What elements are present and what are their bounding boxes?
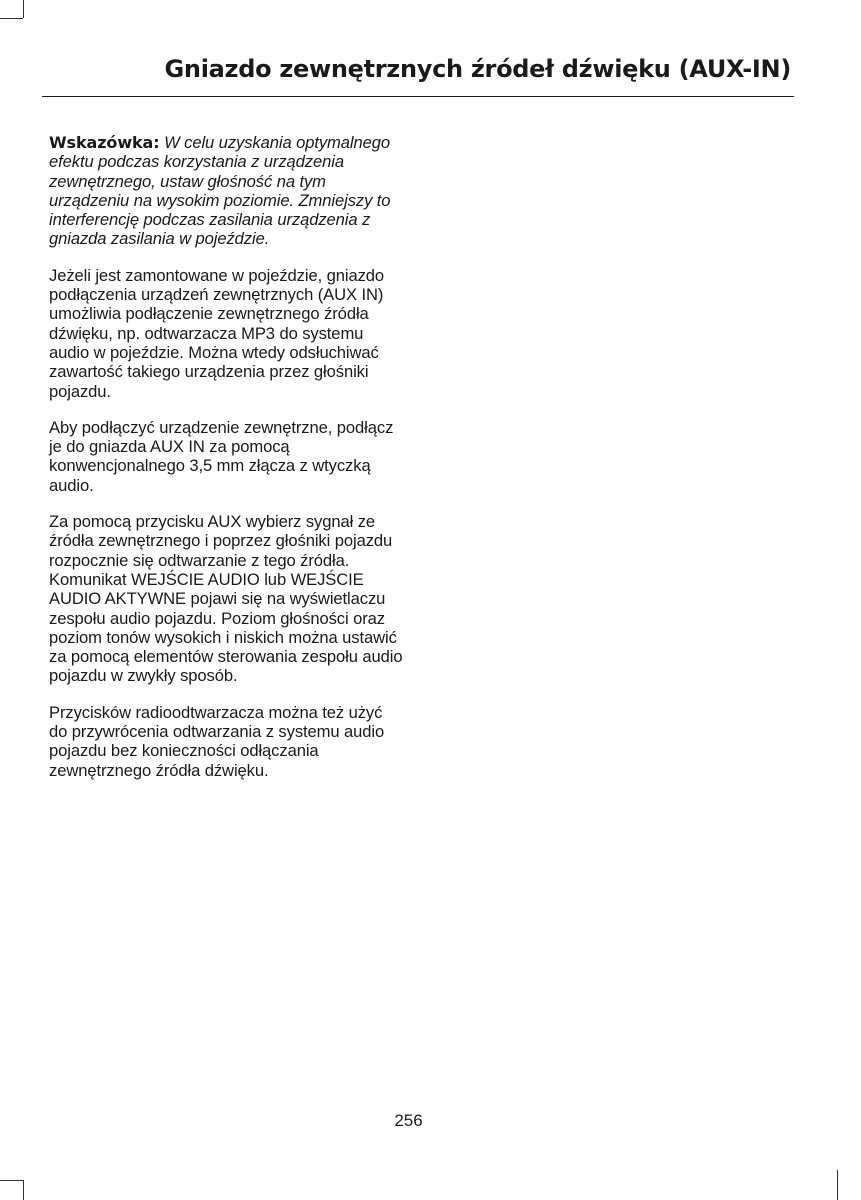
paragraph-aux-button: Za pomocą przycisku AUX wybierz sygnał ze źródła zewnętrznego i poprzez głośniki pojazdu rozpocznie się odtwarzanie z tego źródła. Komunikat WEJŚCIE AUDIO lub WEJŚCIE AUDIO AKTYWNE pojawi się na wyświetlaczu zespołu audio pojazdu. Poziom głośności oraz poziom tonów wysokich i niskich można ustawić za pomocą elementów sterowania zespołu audio pojazdu w zwykły sposób. — [49, 512, 403, 686]
crop-mark-bottom-left-vertical — [23, 1180, 24, 1200]
paragraph-connect-device: Aby podłączyć urządzenie zewnętrzne, podłącz je do gniazda AUX IN za pomocą konwencjonalnego 3,5 mm złącza z wtyczką audio. — [49, 417, 394, 495]
header-divider — [42, 96, 794, 97]
crop-mark-top-left-horizontal — [0, 18, 23, 19]
crop-mark-top-left-vertical — [23, 0, 24, 18]
crop-mark-bottom-right-vertical — [837, 1170, 838, 1200]
main-content — [49, 133, 404, 797]
page-title: Gniazdo zewnętrznych źródeł dźwięku (AUX-IN) — [164, 55, 791, 83]
paragraph-aux-intro: Jeżeli jest zamontowane w pojeździe, gniazdo podłączenia urządzeń zewnętrznych (AUX IN) umożliwia podłączenie zewnętrznego źródła dźwięku, np. odtwarzacza MP3 do systemu audio w pojeździe. Można wtedy odsłuchiwać zawartość takiego urządzenia przez głośniki pojazdu. — [49, 265, 385, 401]
paragraph-radio-buttons: Przycisków radioodtwarzacza można też użyć do przywrócenia odtwarzania z systemu audio pojazdu bez konieczności odłączania zewnętrznego źródła dźwięku. — [49, 702, 385, 780]
note-text: W celu uzyskania optymalnego efektu podczas korzystania z urządzenia zewnętrznego, ustaw głośność na tym urządzeniu na wysokim poziomie. Zmniejszy to interferencję podczas zasilania urządzenia z gniazda zasilania w pojeździe. — [49, 133, 391, 249]
note-label: Wskazówka: — [49, 133, 160, 152]
crop-mark-bottom-left-horizontal — [0, 1180, 23, 1181]
page-number: 256 — [394, 1111, 423, 1130]
note-paragraph — [49, 133, 404, 249]
